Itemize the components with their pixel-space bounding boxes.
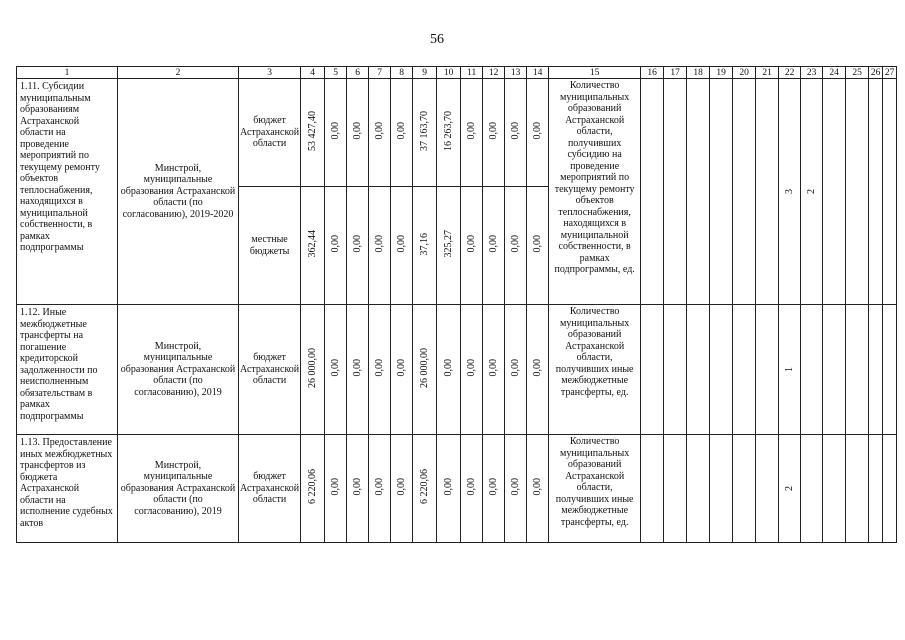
target-cell: [801, 435, 823, 543]
funding-source: бюджет Астраханской области: [239, 435, 301, 543]
amount-cell: [527, 305, 549, 435]
target-cell: [641, 305, 664, 435]
target-cell: [846, 79, 869, 305]
target-cell: [801, 305, 823, 435]
amount-cell: [461, 305, 483, 435]
amount-cell: [461, 79, 483, 187]
funding-source: бюджет Астраханской области: [239, 79, 301, 187]
amount-value: 0,00: [509, 235, 521, 253]
amount-cell: [505, 187, 527, 305]
amount-value: 0,00: [329, 359, 341, 377]
amount-cell: [413, 79, 437, 187]
target-cell: [869, 79, 883, 305]
header-cell: 8: [391, 67, 413, 79]
amount-cell: [301, 435, 325, 543]
header-cell: 3: [239, 67, 301, 79]
header-cell: 12: [483, 67, 505, 79]
page-number: 56: [430, 32, 444, 47]
amount-cell: [437, 435, 461, 543]
indicator-cell: Количество муниципальных образований Астраханской области, получивших субсидию на проведение мероприятий по текущему ремонту объектов теплоснабжения, находящихся в муниципальной собственности, в рамках подпрограммы, ед.: [549, 79, 641, 305]
target-cell: [823, 305, 846, 435]
amount-cell: [347, 435, 369, 543]
target-cell: [883, 305, 897, 435]
amount-cell: [461, 435, 483, 543]
target-cell: [664, 79, 687, 305]
header-cell: 13: [505, 67, 527, 79]
amount-cell: [527, 435, 549, 543]
target-cell: [779, 305, 801, 435]
header-cell: 6: [347, 67, 369, 79]
target-cell: [733, 435, 756, 543]
indicator-cell: Количество муниципальных образований Астраханской области, получивших иные межбюджетные трансферты, ед.: [549, 435, 641, 543]
amount-cell: [505, 435, 527, 543]
header-cell: 14: [527, 67, 549, 79]
amount-value: 0,00: [509, 478, 521, 496]
header-cell: 16: [641, 67, 664, 79]
amount-cell: [413, 187, 437, 305]
measure-name: 1.12. Иные межбюджетные трансферты на погашение кредиторской задолженности по неисполненным обязательствам в рамках подпрограммы: [17, 305, 118, 435]
header-cell: 4: [301, 67, 325, 79]
target-cell: [756, 305, 779, 435]
header-cell: 1: [17, 67, 118, 79]
target-cell: [756, 79, 779, 305]
indicator-cell: Количество муниципальных образований Астраханской области, получивших иные межбюджетные трансферты, ед.: [549, 305, 641, 435]
amount-cell: [437, 79, 461, 187]
amount-cell: [325, 187, 347, 305]
amount-value: 0,00: [465, 359, 477, 377]
target-cell: [687, 79, 710, 305]
amount-cell: [483, 305, 505, 435]
target-cell: [869, 435, 883, 543]
amount-value: 0,00: [351, 235, 363, 253]
amount-value: 0,00: [373, 359, 385, 377]
header-cell: 25: [846, 67, 869, 79]
target-cell: [883, 435, 897, 543]
target-value-23: 2: [805, 188, 817, 194]
target-cell: [687, 435, 710, 543]
target-cell: [779, 435, 801, 543]
header-cell: 19: [710, 67, 733, 79]
measure-name: 1.11. Субсидии муниципальным образованиям Астраханской области на проведение мероприятий по текущему ремонту объектов теплоснабжения, находящихся в муниципальной собственности, в рамках подпрограммы: [17, 79, 118, 305]
amount-cell: [527, 187, 549, 305]
amount-value: 0,00: [351, 122, 363, 140]
amount-value: 0,00: [531, 478, 543, 496]
amount-value: 16 263,70: [442, 110, 454, 151]
amount-cell: [347, 187, 369, 305]
header-cell: 7: [369, 67, 391, 79]
amount-value: 37,16: [418, 232, 430, 255]
header-cell: 9: [413, 67, 437, 79]
amount-cell: [347, 79, 369, 187]
amount-cell: [413, 305, 437, 435]
header-cell: 20: [733, 67, 756, 79]
target-cell: [779, 79, 801, 305]
target-cell: [641, 435, 664, 543]
amount-value: 26 000,00: [306, 347, 318, 388]
amount-value: 0,00: [487, 478, 499, 496]
amount-value: 0,00: [487, 359, 499, 377]
target-cell: [869, 305, 883, 435]
target-cell: [883, 79, 897, 305]
executor-cell: Минстрой, муниципальные образования Астраханской области (по согласованию), 2019: [118, 435, 239, 543]
amount-value: 0,00: [329, 122, 341, 140]
target-value-22: 2: [783, 485, 795, 491]
amount-cell: [391, 187, 413, 305]
amount-value: 0,00: [395, 122, 407, 140]
amount-cell: [505, 305, 527, 435]
target-value-22: 3: [783, 188, 795, 194]
amount-cell: [461, 187, 483, 305]
table-row: [17, 79, 897, 187]
amount-cell: [437, 187, 461, 305]
amount-value: 0,00: [395, 478, 407, 496]
amount-cell: [391, 79, 413, 187]
target-cell: [823, 79, 846, 305]
amount-cell: [391, 435, 413, 543]
measure-name: 1.13. Предоставление иных межбюджетных трансфертов из бюджета Астраханской области на исполнение судебных актов: [17, 435, 118, 543]
target-cell: [664, 435, 687, 543]
target-cell: [823, 435, 846, 543]
target-cell: [846, 435, 869, 543]
header-cell: 10: [437, 67, 461, 79]
amount-value: 6 220,06: [306, 469, 318, 505]
amount-value: 53 427,40: [306, 110, 318, 151]
amount-value: 0,00: [465, 478, 477, 496]
amount-cell: [483, 435, 505, 543]
target-cell: [801, 79, 823, 305]
header-cell: 21: [756, 67, 779, 79]
target-cell: [664, 305, 687, 435]
amount-cell: [325, 435, 347, 543]
target-cell: [641, 79, 664, 305]
header-cell: 11: [461, 67, 483, 79]
amount-value: 0,00: [487, 122, 499, 140]
header-cell: 26: [869, 67, 883, 79]
amount-value: 0,00: [531, 235, 543, 253]
amount-cell: [391, 305, 413, 435]
amount-cell: [301, 187, 325, 305]
target-cell: [733, 305, 756, 435]
amount-value: 0,00: [509, 122, 521, 140]
amount-value: 325,27: [442, 230, 454, 258]
amount-cell: [347, 305, 369, 435]
target-value-22: 1: [783, 366, 795, 372]
funding-source: бюджет Астраханской области: [239, 305, 301, 435]
amount-value: 0,00: [442, 359, 454, 377]
amount-cell: [325, 305, 347, 435]
executor-cell: Минстрой, муниципальные образования Астраханской области (по согласованию), 2019: [118, 305, 239, 435]
amount-cell: [301, 305, 325, 435]
table-body: [17, 67, 897, 543]
amount-value: 0,00: [329, 235, 341, 253]
amount-cell: [437, 305, 461, 435]
amount-value: 0,00: [351, 359, 363, 377]
header-cell: 15: [549, 67, 641, 79]
amount-value: 0,00: [351, 478, 363, 496]
amount-value: 0,00: [373, 122, 385, 140]
amount-cell: [505, 79, 527, 187]
amount-cell: [301, 79, 325, 187]
header-cell: 24: [823, 67, 846, 79]
target-cell: [756, 435, 779, 543]
amount-cell: [483, 79, 505, 187]
amount-value: 362,44: [306, 230, 318, 258]
amount-value: 0,00: [373, 235, 385, 253]
amount-cell: [369, 305, 391, 435]
amount-value: 6 220,06: [418, 469, 430, 505]
amount-value: 0,00: [329, 478, 341, 496]
amount-value: 0,00: [531, 359, 543, 377]
amount-value: 0,00: [465, 235, 477, 253]
header-cell: 23: [801, 67, 823, 79]
amount-value: 26 000,00: [418, 347, 430, 388]
header-cell: 5: [325, 67, 347, 79]
amount-value: 0,00: [373, 478, 385, 496]
budget-table: [16, 66, 897, 543]
executor-cell: Минстрой, муниципальные образования Астраханской области (по согласованию), 2019-2020: [118, 79, 239, 305]
funding-source: местные бюджеты: [239, 187, 301, 305]
amount-value: 0,00: [531, 122, 543, 140]
amount-cell: [369, 435, 391, 543]
target-cell: [733, 79, 756, 305]
header-cell: 18: [687, 67, 710, 79]
amount-value: 0,00: [395, 359, 407, 377]
target-cell: [846, 305, 869, 435]
target-cell: [710, 435, 733, 543]
amount-value: 0,00: [487, 235, 499, 253]
header-cell: 27: [883, 67, 897, 79]
header-cell: 17: [664, 67, 687, 79]
header-cell: 22: [779, 67, 801, 79]
amount-value: 0,00: [465, 122, 477, 140]
amount-cell: [527, 79, 549, 187]
amount-value: 0,00: [442, 478, 454, 496]
amount-cell: [369, 187, 391, 305]
amount-cell: [413, 435, 437, 543]
header-row: [17, 67, 897, 79]
amount-cell: [325, 79, 347, 187]
amount-value: 0,00: [395, 235, 407, 253]
amount-cell: [483, 187, 505, 305]
target-cell: [710, 79, 733, 305]
header-cell: 2: [118, 67, 239, 79]
amount-value: 0,00: [509, 359, 521, 377]
table-row: [17, 305, 897, 435]
target-cell: [710, 305, 733, 435]
amount-cell: [369, 79, 391, 187]
amount-value: 37 163,70: [418, 110, 430, 151]
target-cell: [687, 305, 710, 435]
table-row: [17, 435, 897, 543]
